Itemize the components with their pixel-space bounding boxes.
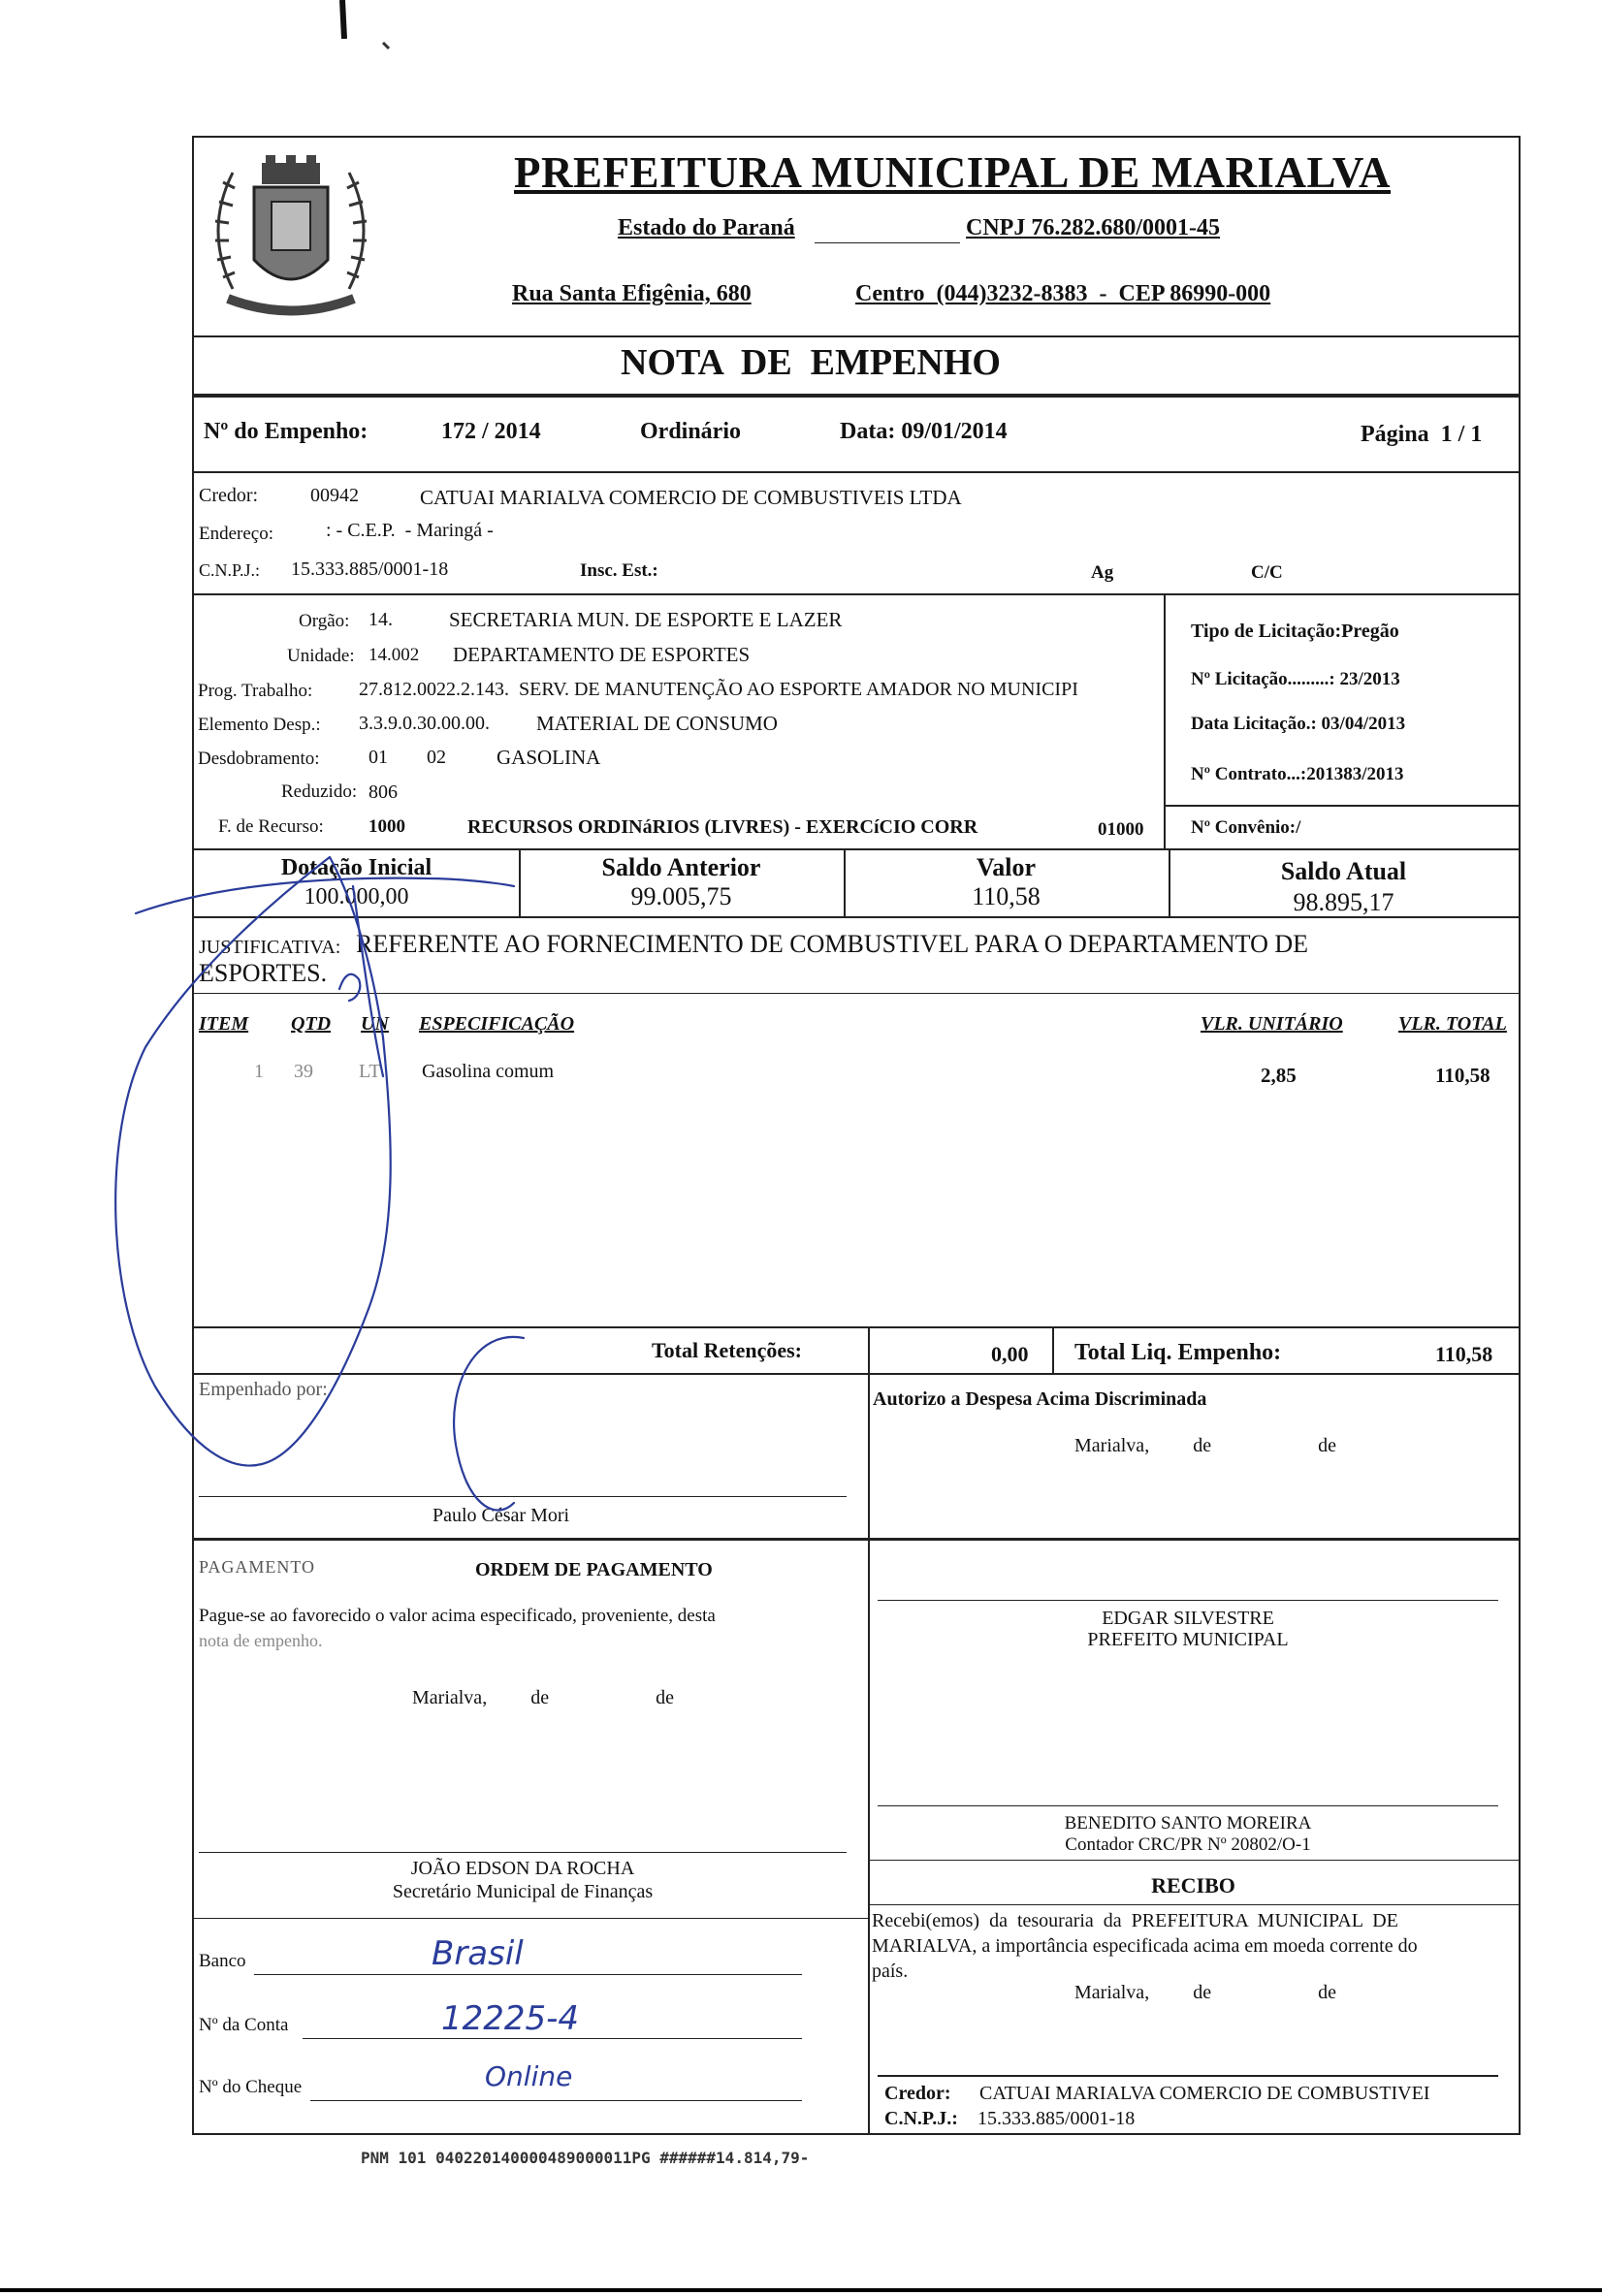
secretario-name: JOÃO EDSON DA ROCHA	[410, 1858, 635, 1879]
document-title: NOTA DE EMPENHO	[621, 342, 1001, 383]
recibo-credor-label: Credor:	[884, 2083, 951, 2104]
endereco-label: Endereço:	[199, 524, 274, 544]
recurso-code-2: 01000	[1098, 819, 1144, 840]
justificativa-text: REFERENTE AO FORNECIMENTO DE COMBUSTIVEL PARA O DEPARTAMENTO DE	[356, 930, 1309, 958]
orgao-code: 14.	[368, 609, 393, 630]
prefeito-title: PREFEITO MUNICIPAL	[1087, 1629, 1289, 1650]
prog-value: 27.812.0022.2.143. SERV. DE MANUTENÇÃO AO ESPORTE AMADOR NO MUNICIPI	[359, 679, 1078, 700]
saldo-atual-label: Saldo Atual	[1280, 857, 1407, 885]
header-state: Estado do Paraná	[618, 215, 795, 240]
autorizo-place-date: Marialva, de de	[1074, 1435, 1336, 1456]
coat-of-arms-logo	[194, 144, 388, 328]
pagamento-text-1: Pague-se ao favorecido o valor acima especificado, proveniente, desta	[199, 1606, 716, 1626]
elemento-name: MATERIAL DE CONSUMO	[536, 712, 778, 735]
conta-value: 12225-4	[441, 1999, 580, 2038]
recibo-line-2: MARIALVA, a importância especificada acima em moeda corrente do	[872, 1935, 1418, 1957]
header-district-phone-cep: Centro (044)3232-8383 - CEP 86990-000	[855, 281, 1271, 306]
licitacao-numero: Nº Licitação.........: 23/2013	[1191, 669, 1400, 689]
col-header-item: ITEM	[199, 1013, 249, 1035]
reduzido-label: Reduzido:	[281, 781, 358, 802]
contador-name: BENEDITO SANTO MOREIRA	[1064, 1813, 1312, 1834]
recurso-code: 1000	[368, 816, 405, 837]
pagamento-place-date: Marialva, de de	[412, 1687, 674, 1708]
orgao-name: SECRETARIA MUN. DE ESPORTE E LAZER	[449, 608, 843, 631]
total-retencoes-label: Total Retenções:	[652, 1338, 802, 1362]
total-liq-value: 110,58	[1435, 1342, 1493, 1366]
recurso-label: F. de Recurso:	[218, 816, 324, 837]
credor-label: Credor:	[199, 485, 259, 506]
recibo-title: RECIBO	[1151, 1873, 1235, 1897]
unidade-label: Unidade:	[287, 646, 355, 666]
row-vlr-unitario: 2,85	[1261, 1064, 1297, 1087]
autorizo-text: Autorizo a Despesa Acima Discriminada	[873, 1388, 1207, 1410]
credor-code: 00942	[310, 485, 359, 506]
empenho-type: Ordinário	[640, 419, 742, 444]
empenho-date: Data: 09/01/2014	[840, 419, 1008, 444]
footer-code: PNM 101 040220140000489000011PG ######14.814,79-	[361, 2149, 810, 2167]
empenho-label: Nº do Empenho:	[204, 419, 368, 444]
saldo-anterior-value: 99.005,75	[630, 882, 732, 910]
empenho-page: Página 1 / 1	[1361, 422, 1483, 447]
desdobramento-code-2: 02	[427, 747, 446, 768]
recibo-credor-value: CATUAI MARIALVA COMERCIO DE COMBUSTIVEI	[979, 2083, 1430, 2104]
col-header-un: UN	[361, 1013, 389, 1035]
scan-mark	[325, 0, 432, 58]
justificativa-text-2: ESPORTES.	[199, 959, 328, 987]
empenhado-signer: Paulo César Mori	[433, 1505, 570, 1526]
unidade-code: 14.002	[368, 645, 420, 665]
banco-label: Banco	[199, 1951, 246, 1971]
reduzido-value: 806	[368, 781, 398, 803]
prefeito-name: EDGAR SILVESTRE	[1102, 1608, 1274, 1629]
unidade-name: DEPARTAMENTO DE ESPORTES	[453, 643, 751, 666]
contador-title: Contador CRC/PR Nº 20802/O-1	[1065, 1834, 1311, 1855]
col-header-vlr-unitario: VLR. UNITÁRIO	[1201, 1013, 1343, 1035]
header-title: PREFEITURA MUNICIPAL DE MARIALVA	[514, 148, 1392, 197]
empenhado-por-label: Empenhado por:	[199, 1379, 328, 1400]
pagamento-label: PAGAMENTO	[199, 1557, 316, 1577]
licitacao-convenio: Nº Convênio:/	[1191, 817, 1301, 838]
saldo-anterior-label: Saldo Anterior	[601, 853, 761, 881]
dotacao-inicial-value: 100.000,00	[304, 884, 409, 909]
licitacao-contrato: Nº Contrato...:201383/2013	[1191, 764, 1404, 784]
header-address: Rua Santa Efigênia, 680	[512, 281, 752, 306]
endereco-value: : - C.E.P. - Maringá -	[326, 520, 494, 541]
elemento-label: Elemento Desp.:	[198, 715, 321, 735]
valor-label: Valor	[976, 853, 1037, 881]
recurso-name: RECURSOS ORDINáRIOS (LIVRES) - EXERCíCIO CORR	[467, 816, 978, 838]
col-header-especificacao: ESPECIFICAÇÃO	[419, 1013, 575, 1035]
insc-est-label: Insc. Est.:	[580, 560, 658, 581]
prog-label: Prog. Trabalho:	[198, 681, 313, 701]
cnpj-value: 15.333.885/0001-18	[291, 558, 449, 580]
cc-label: C/C	[1251, 562, 1283, 583]
cnpj-label: C.N.P.J.:	[199, 560, 261, 580]
col-header-qtd: QTD	[291, 1013, 332, 1035]
valor-value: 110,58	[972, 882, 1041, 910]
recibo-cnpj-label: C.N.P.J.:	[884, 2108, 958, 2129]
total-liq-label: Total Liq. Empenho:	[1074, 1340, 1282, 1365]
recibo-cnpj-value: 15.333.885/0001-18	[977, 2108, 1136, 2129]
row-vlr-total: 110,58	[1435, 1064, 1490, 1087]
total-retencoes-value: 0,00	[991, 1342, 1029, 1366]
desdobramento-label: Desdobramento:	[198, 749, 320, 769]
col-header-vlr-total: VLR. TOTAL	[1398, 1013, 1507, 1035]
recibo-line-1: Recebi(emos) da tesouraria da PREFEITURA MUNICIPAL DE	[872, 1910, 1398, 1931]
conta-label: Nº da Conta	[199, 2015, 289, 2035]
row-un: LT	[359, 1061, 381, 1082]
header-cnpj: CNPJ 76.282.680/0001-45	[966, 215, 1220, 240]
cheque-label: Nº do Cheque	[199, 2077, 303, 2097]
orgao-label: Orgão:	[299, 611, 350, 631]
dotacao-inicial-label: Dotação Inicial	[280, 855, 433, 880]
ag-label: Ag	[1091, 562, 1114, 583]
handwritten-loop-mark	[107, 844, 611, 1542]
recibo-line-3: país.	[872, 1961, 909, 1982]
secretario-title: Secretário Municipal de Finanças	[392, 1881, 654, 1902]
saldo-atual-value: 98.895,17	[1293, 888, 1394, 916]
pagamento-text-2: nota de empenho.	[199, 1631, 323, 1650]
row-item: 1	[254, 1061, 264, 1082]
credor-name: CATUAI MARIALVA COMERCIO DE COMBUSTIVEIS LTDA	[420, 486, 962, 509]
cheque-value: Online	[485, 2060, 573, 2092]
desdobramento-name: GASOLINA	[497, 746, 601, 769]
desdobramento-code-1: 01	[368, 747, 388, 768]
ordem-pagamento-title: ORDEM DE PAGAMENTO	[475, 1559, 713, 1580]
empenho-number: 172 / 2014	[441, 419, 541, 444]
row-especificacao: Gasolina comum	[422, 1061, 555, 1082]
recibo-place-date: Marialva, de de	[1074, 1982, 1336, 2003]
banco-value: Brasil	[432, 1934, 524, 1973]
licitacao-tipo: Tipo de Licitação:Pregão	[1191, 621, 1399, 642]
row-qtd: 39	[294, 1061, 313, 1082]
justificativa-label: JUSTIFICATIVA:	[199, 937, 341, 958]
licitacao-data: Data Licitação.: 03/04/2013	[1191, 714, 1406, 734]
elemento-code: 3.3.9.0.30.00.00.	[359, 713, 490, 734]
